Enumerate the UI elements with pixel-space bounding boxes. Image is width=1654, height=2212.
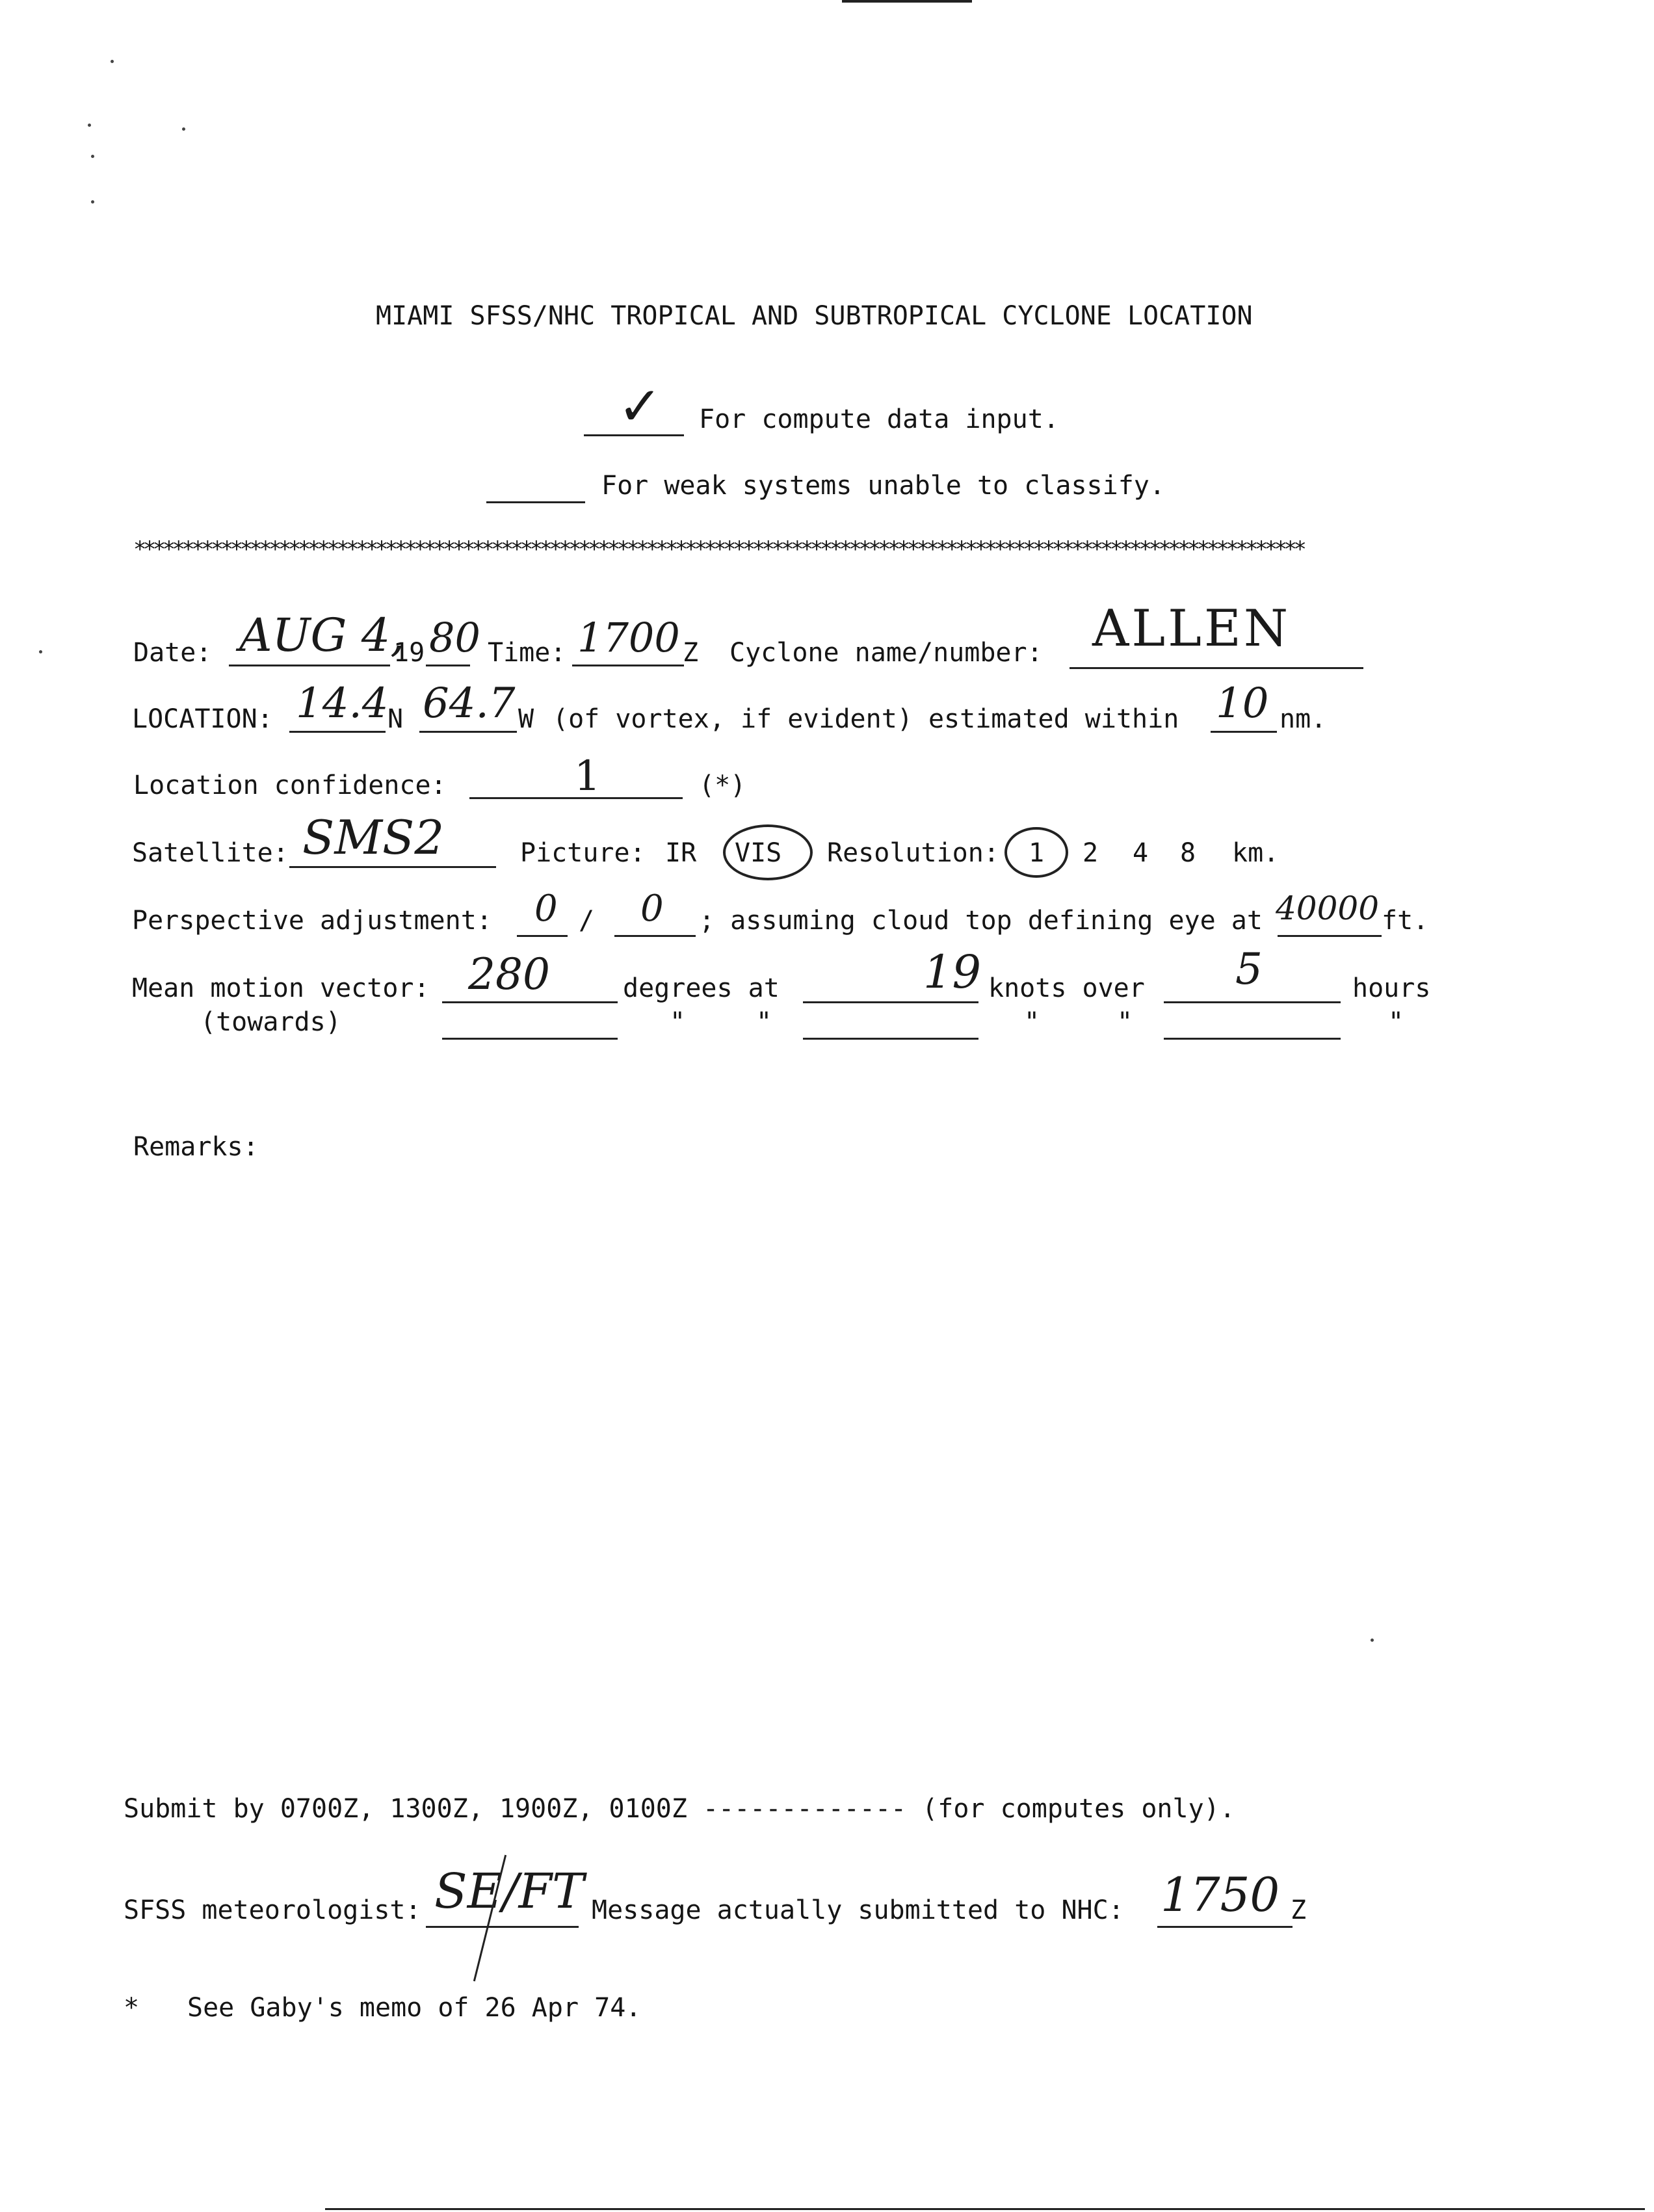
compute-option-text: For compute data input. <box>699 404 1059 434</box>
towards-hours-blank <box>1164 1038 1341 1040</box>
bottom-edge-mark <box>325 2208 1645 2210</box>
motion-knots-blank <box>803 1001 978 1003</box>
form-title: MIAMI SFSS/NHC TROPICAL AND SUBTROPICAL CYCLONE LOCATION <box>376 301 1253 331</box>
meteorologist-label: SFSS meteorologist: <box>124 1895 421 1925</box>
scan-speck <box>111 60 114 63</box>
date-value: AUG 4, <box>239 609 405 662</box>
motion-deg-blank <box>442 1001 618 1003</box>
weak-blank <box>486 501 585 503</box>
ditto-1: " <box>670 1007 686 1037</box>
message-label: Message actually submitted to NHC: <box>592 1895 1124 1925</box>
year-prefix: 19 <box>393 638 425 668</box>
motion-label: Mean motion vector: <box>132 973 430 1003</box>
persp-text: ; assuming cloud top defining eye at <box>699 906 1263 936</box>
eye-value: 40000 <box>1276 889 1380 927</box>
confidence-label: Location confidence: <box>133 770 447 800</box>
within-unit: nm. <box>1280 704 1327 734</box>
perspective-label: Perspective adjustment: <box>132 906 492 936</box>
persp-2-blank <box>614 935 696 937</box>
lat-suffix: N <box>387 704 404 734</box>
picture-ir: IR <box>665 838 697 868</box>
motion-hours-value: 5 <box>1235 944 1263 994</box>
scan-speck <box>91 155 94 158</box>
lon-blank <box>419 731 517 733</box>
within-value: 10 <box>1216 679 1269 728</box>
persp-1-blank <box>517 935 568 937</box>
towards-knots-blank <box>803 1038 978 1040</box>
weak-option-text: For weak systems unable to classify. <box>601 471 1165 501</box>
submit-instructions: Submit by 0700Z, 1300Z, 1900Z, 0100Z ------------- (for computes only). <box>124 1794 1235 1824</box>
resolution-1: 1 <box>1029 838 1045 868</box>
time-blank <box>572 665 684 666</box>
scan-speck <box>88 124 91 127</box>
date-label: Date: <box>133 638 212 668</box>
confidence-value: 1 <box>574 752 601 800</box>
meteorologist-blank <box>426 1926 579 1928</box>
satellite-blank <box>289 866 496 868</box>
resolution-8: 8 <box>1180 838 1196 868</box>
scan-speck <box>91 200 94 204</box>
lat-blank <box>289 731 386 733</box>
lat-value: 14.4 <box>296 679 389 728</box>
picture-vis: VIS <box>735 838 782 868</box>
resolution-2: 2 <box>1083 838 1099 868</box>
eye-unit: ft. <box>1382 906 1429 936</box>
ditto-2: " <box>756 1007 772 1037</box>
message-suffix: Z <box>1291 1895 1307 1925</box>
resolution-4: 4 <box>1133 838 1149 868</box>
resolution-label: Resolution: <box>827 838 999 868</box>
date-blank <box>229 665 390 666</box>
ditto-4: " <box>1117 1007 1133 1037</box>
scan-speck <box>39 650 42 653</box>
eye-blank <box>1278 935 1382 937</box>
ditto-3: " <box>1024 1007 1040 1037</box>
persp-2-value: 0 <box>640 888 664 930</box>
lon-suffix: W <box>518 704 534 734</box>
confidence-note: (*) <box>699 770 746 800</box>
knots-over-label: knots over <box>988 973 1145 1003</box>
location-text: (of vortex, if evident) estimated within <box>553 704 1179 734</box>
motion-knots-value: 19 <box>923 945 982 999</box>
message-blank <box>1157 1926 1293 1928</box>
time-value: 1700 <box>577 614 680 661</box>
year-blank <box>426 665 470 666</box>
remarks-label: Remarks: <box>133 1132 259 1162</box>
year-value: 80 <box>429 614 480 661</box>
hours-label: hours <box>1352 973 1431 1003</box>
message-value: 1750 <box>1161 1867 1280 1922</box>
top-edge-mark <box>842 0 972 3</box>
persp-slash: / <box>579 906 595 936</box>
meteorologist-signature: SE/FT <box>434 1863 584 1919</box>
separator-line: ************************************************************************************************************************* <box>133 536 1304 562</box>
cyclone-blank <box>1070 667 1363 669</box>
satellite-label: Satellite: <box>132 838 289 868</box>
location-label: LOCATION: <box>132 704 273 734</box>
towards-deg-blank <box>442 1038 618 1040</box>
persp-1-value: 0 <box>534 888 558 930</box>
time-label: Time: <box>488 638 566 668</box>
compute-checkmark: ✓ <box>618 376 663 438</box>
resolution-unit: km. <box>1232 838 1280 868</box>
ditto-5: " <box>1388 1007 1404 1037</box>
satellite-value: SMS2 <box>302 810 445 865</box>
motion-deg-value: 280 <box>468 949 550 999</box>
cyclone-label: Cyclone name/number: <box>729 638 1043 668</box>
motion-hours-blank <box>1164 1001 1341 1003</box>
scan-speck <box>182 127 185 131</box>
time-suffix: Z <box>683 638 699 668</box>
within-blank <box>1211 731 1277 733</box>
degrees-at-label: degrees at <box>623 973 780 1003</box>
picture-label: Picture: <box>520 838 646 868</box>
scan-speck <box>1371 1639 1374 1642</box>
footnote-star: * <box>124 1993 140 2023</box>
footnote-text: See Gaby's memo of 26 Apr 74. <box>187 1993 642 2023</box>
cyclone-value: ALLEN <box>1092 599 1291 658</box>
towards-label: (towards) <box>200 1007 341 1037</box>
lon-value: 64.7 <box>423 679 516 728</box>
